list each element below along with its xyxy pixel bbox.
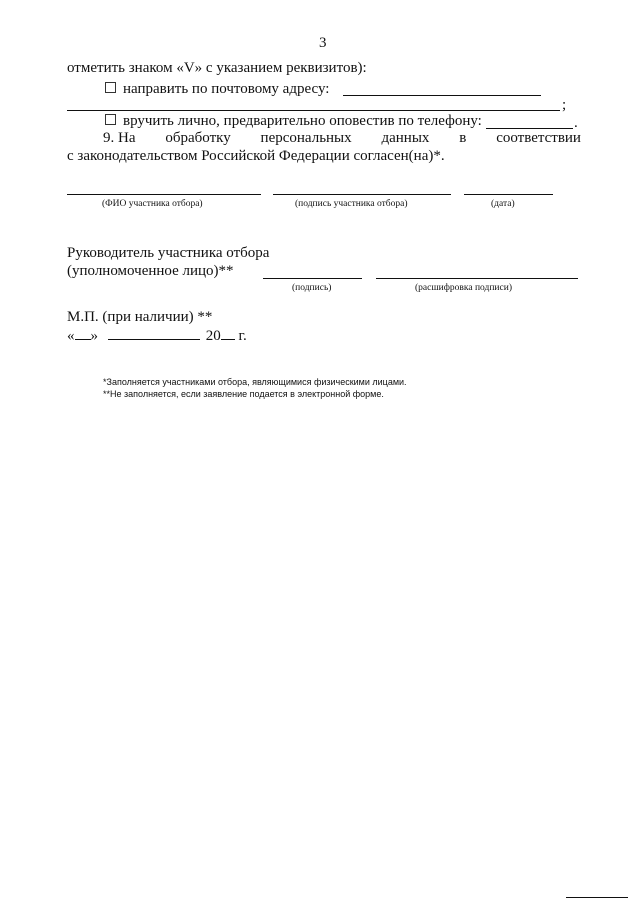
head-title-line-1: Руководитель участника отбора [67, 245, 270, 261]
head-title-line-2: (уполномоченное лицо)** [67, 263, 234, 279]
period: . [574, 115, 578, 131]
option-mail [105, 81, 329, 98]
page-number: 3 [319, 35, 327, 51]
intro-text: отметить знаком «V» с указанием реквизитов): [67, 60, 367, 76]
address-line-1[interactable] [343, 95, 541, 96]
participant-signature-line[interactable] [273, 194, 451, 195]
year-field[interactable] [221, 327, 235, 340]
participant-signature-caption: (подпись участника отбора) [295, 199, 408, 209]
fio-caption: (ФИО участника отбора) [102, 199, 203, 209]
signature-caption: (подпись) [292, 283, 332, 293]
semicolon: ; [562, 97, 567, 113]
quote-close: » [90, 328, 98, 344]
date-field-line[interactable] [464, 194, 553, 195]
date-caption: (дата) [491, 199, 515, 209]
year-suffix: г. [238, 328, 247, 344]
footnote-2: **Не заполняется, если заявление подается в электронной форме. [103, 389, 384, 399]
day-field[interactable] [75, 327, 91, 340]
consent-word: персональных [260, 130, 352, 146]
checkbox-personal[interactable] [105, 114, 116, 125]
head-signature-line[interactable] [263, 278, 362, 279]
footnote-1: *Заполняется участниками отбора, являющимися физическими лицами. [103, 377, 407, 387]
quote-open: « [67, 328, 75, 344]
consent-word: соответствии [496, 130, 581, 146]
option-mail-label: направить по почтовому адресу: [123, 81, 330, 97]
head-decryption-line[interactable] [376, 278, 578, 279]
month-field[interactable] [108, 327, 200, 340]
consent-line-1 [103, 130, 581, 147]
date-line [67, 327, 247, 345]
consent-word: 9. На [103, 130, 136, 146]
bottom-rule [566, 897, 628, 898]
consent-line-2: с законодательством Российской Федерации согласен(на)*. [67, 148, 445, 164]
option-personal [105, 113, 482, 130]
consent-word: обработку [165, 130, 231, 146]
option-personal-label: вручить лично, предварительно оповестив по телефону: [123, 113, 482, 129]
phone-line[interactable] [486, 128, 573, 129]
consent-word: в [459, 130, 467, 146]
checkbox-mail[interactable] [105, 82, 116, 93]
consent-word: данных [381, 130, 430, 146]
stamp-label: М.П. (при наличии) ** [67, 309, 213, 325]
fio-line[interactable] [67, 194, 261, 195]
address-line-2[interactable] [67, 110, 560, 111]
decryption-caption: (расшифровка подписи) [415, 283, 512, 293]
year-prefix: 20 [205, 328, 221, 344]
